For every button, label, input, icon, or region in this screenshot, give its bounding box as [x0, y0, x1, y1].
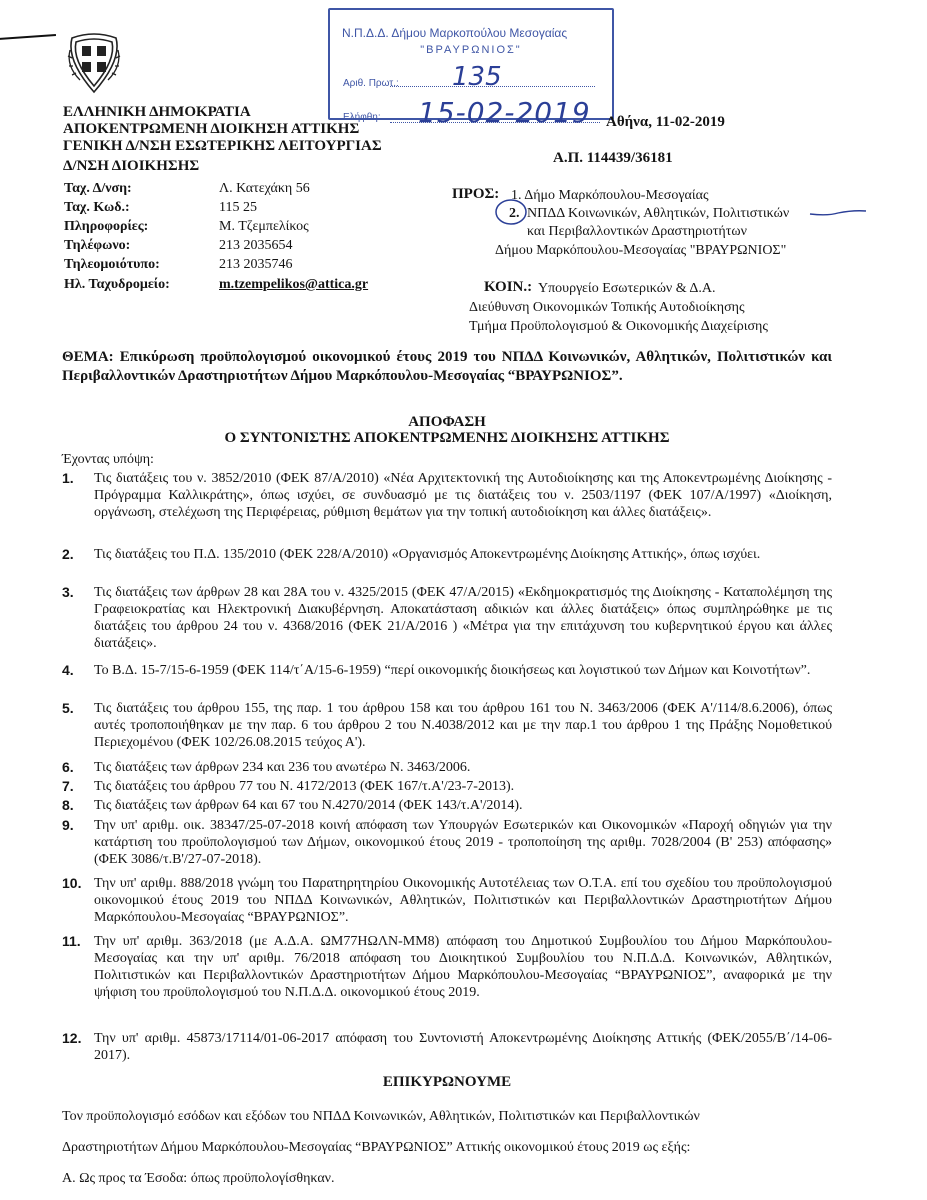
item-text: Τις διατάξεις του άρθρου 155, της παρ. 1 του άρθρου 158 και του άρθρου 161 του Ν. 3463/2006 (ΦΕΚ Α'/114/8.6.2006), όπως αυτές τροποποιήθηκαν με την παρ. 6 του άρθρου 2 του Ν.4038/2012 και με την παρ.1 του άρθρου 1 της Πράξης Νομοθετικού Περιεχομένου (ΦΕΚ 102/26.08.2015 τεύχος Α').	[94, 701, 832, 750]
ratify-line: Δραστηριοτήτων Δήμου Μαρκόπουλου-Μεσογαίας “ΒΡΑΥΡΩΝΙΟΣ” Αττικής οικονομικού έτους 2019 ως εξής:	[62, 1140, 691, 1155]
item-number: 9.	[62, 817, 74, 833]
item-text: Την υπ' αριθμ. 888/2018 γνώμη του Παρατηρητηρίου Οικονομικής Αυτοτέλειας των Ο.Τ.Α. επί του σχεδίου του προϋπολογισμού οικονομικού έτους 2019 του ΝΠΔΔ Κοινωνικών, Αθλητικών, Πολιτιστικών και Περιβαλλοντικών Δραστηριοτήτων Δήμου Μαρκόπουλου-Μεσογαίας “ΒΡΑΥΡΩΝΙΟΣ”.	[94, 876, 832, 925]
item-text: Τις διατάξεις των άρθρων 28 και 28Α του ν. 4325/2015 (ΦΕΚ 47/Α/2015) «Εκδημοκρατισμός της Διοίκησης - Καταπολέμηση της Γραφειοκρατίας και Ηλεκτρονική Διακυβέρνηση. Αποκατάσταση αδικιών και άλλες διατάξεις» όπως συμπληρώθηκε με τις διατάξεις του άρθρου 24 του ν. 4368/2016 (ΦΕΚ 21/Α/2016 ) «Μέτρα για την επιτάχυνση του κυβερνητικού έργου και άλλες διατάξεις».	[94, 585, 832, 651]
item-number: 6.	[62, 759, 74, 775]
stamp-org-name: "ΒΡΑΥΡΩΝΙΟΣ"	[420, 44, 522, 56]
item-number: 5.	[62, 700, 74, 716]
item-number: 4.	[62, 662, 74, 678]
contact-label: Ηλ. Ταχυδρομείο:	[64, 277, 170, 292]
koin-line: Υπουργείο Εσωτερικών & Δ.Α.	[538, 281, 716, 296]
contact-value: 213 2035746	[219, 257, 293, 272]
considering-intro: Έχοντας υπόψη:	[62, 452, 154, 467]
item-number: 3.	[62, 584, 74, 600]
to-label: ΠΡΟΣ:	[452, 186, 500, 202]
stamp-org-line: Ν.Π.Δ.Δ. Δήμου Μαρκοπούλου Μεσογαίας	[342, 26, 568, 40]
item-text: Τις διατάξεις του ν. 3852/2010 (ΦΕΚ 87/Α/2010) «Νέα Αρχιτεκτονική της Αυτοδιοίκησης και της Αποκεντρωμένης Διοίκησης - Πρόγραμμα Καλλικράτης», όπως ισχύει, σε συνδυασμό με τις διατάξεις του ν. 2503/1197 (ΦΕΚ 107/Α/1997) «Διοίκηση, οργάνωση, στελέχωση της Περιφέρειας, ρύθμιση θεμάτων για την τοπική αυτοδιοίκηση και άλλες διατάξεις».	[94, 471, 832, 520]
stamp-date-label: Ελήφθη:	[343, 112, 381, 123]
stamp-prot-label: Αριθ. Πρωτ.:	[343, 78, 399, 89]
item-number: 12.	[62, 1030, 82, 1046]
item-text: Το Β.Δ. 15-7/15-6-1959 (ΦΕΚ 114/τ΄Α/15-6-1959) “περί οικονομικής διοικήσεως και λογιστικού των Δήμων και Κοινοτήτων”.	[94, 663, 811, 678]
item-text: Την υπ' αριθμ. 45873/17114/01-06-2017 απόφαση του Συντονιστή Αποκεντρωμένης Διοίκησης Αττικής (ΦΕΚ/2055/Β΄/14-06-2017).	[94, 1031, 832, 1063]
handwritten-protocol-number: 135	[452, 62, 502, 92]
item-number: 8.	[62, 797, 74, 813]
item-text: Την υπ' αριθμ. 363/2018 (με Α.Δ.Α. ΩΜ77ΗΩΛΝ-ΜΜ8) απόφαση του Δημοτικού Συμβουλίου του Δήμου Μαρκόπουλου-Μεσογαίας και την υπ' αριθμ. 76/2018 απόφαση του Διοικητικού Συμβουλίου του Ν.Π.Δ.Δ. Κοινωνικών, Αθλητικών, Πολιτιστικών και Περιβαλλοντικών Δραστηριοτήτων Δήμου Μαρκόπουλου-Μεσογαίας “ΒΡΑΥΡΩΝΙΟΣ”, αναφορικά με την ψήφιση του προϋπολογισμού του Ν.Π.Δ.Δ. οικονομικού έτους 2019.	[94, 934, 832, 1000]
contact-label: Ταχ. Κωδ.:	[64, 200, 130, 215]
contact-value: Λ. Κατεχάκη 56	[219, 181, 310, 196]
decision-subtitle: Ο ΣΥΝΤΟΝΙΣΤΗΣ ΑΠΟΚΕΝΤΡΩΜΕΝΗΣ ΔΙΟΙΚΗΣΗΣ ΑΤΤΙΚΗΣ	[224, 430, 670, 446]
subject	[62, 348, 832, 386]
item-text: Τις διατάξεις των άρθρων 234 και 236 του ανωτέρω Ν. 3463/2006.	[94, 760, 471, 775]
recipient-2-line: και Περιβαλλοντικών Δραστηριοτήτων	[527, 224, 747, 239]
ratify-line: Α. Ως προς τα Έσοδα: όπως προϋπολογίσθηκαν.	[62, 1171, 335, 1186]
reference-number: Α.Π. 114439/36181	[553, 150, 673, 166]
koin-line: Τμήμα Προϋπολογισμού & Οικονομικής Διαχείρισης	[469, 319, 768, 334]
item-text: Τις διατάξεις του Π.Δ. 135/2010 (ΦΕΚ 228/Α/2010) «Οργανισμός Αποκεντρωμένης Διοίκησης Αττικής», όπως ισχύει.	[94, 547, 761, 562]
item-text: Τις διατάξεις των άρθρων 64 και 67 του Ν.4270/2014 (ΦΕΚ 143/τ.Α'/2014).	[94, 798, 523, 813]
org-line: ΓΕΝΙΚΗ Δ/ΝΣΗ ΕΣΩΤΕΡΙΚΗΣ ΛΕΙΤΟΥΡΓΙΑΣ	[63, 138, 382, 154]
contact-value: 115 25	[219, 200, 257, 215]
handwritten-underline-mark	[808, 206, 868, 218]
contact-label: Τηλέφωνο:	[64, 238, 131, 253]
place-date: Αθήνα, 11-02-2019	[606, 114, 725, 130]
email-link[interactable]: m.tzempelikos@attica.gr	[219, 277, 369, 292]
org-line: ΕΛΛΗΝΙΚΗ ΔΗΜΟΚΡΑΤΙΑ	[63, 104, 251, 120]
greek-emblem-icon	[62, 30, 126, 96]
koin-label: ΚΟΙΝ.:	[484, 279, 533, 295]
item-text: Τις διατάξεις του άρθρου 77 του Ν. 4172/2013 (ΦΕΚ 167/τ.Α'/23-7-2013).	[94, 779, 515, 794]
subject-text: Επικύρωση προϋπολογισμού οικονομικού έτους 2019 του ΝΠΔΔ Κοινωνικών, Αθλητικών, Πολιτιστικών και Περιβαλλοντικών Δραστηριοτήτων Δήμου Μαρκόπουλου-Μεσογαίας “ΒΡΑΥΡΩΝΙΟΣ”.	[62, 349, 832, 384]
recipient-2-number: 2.	[509, 206, 520, 221]
contact-value: 213 2035654	[219, 238, 293, 253]
scratch-mark	[0, 34, 56, 40]
item-number: 11.	[62, 933, 81, 949]
item-number: 7.	[62, 778, 74, 794]
recipient-2-line: ΝΠΔΔ Κοινωνικών, Αθλητικών, Πολιτιστικών	[527, 206, 790, 221]
subject-label: ΘΕΜΑ:	[62, 349, 114, 365]
handwritten-received-date: 15-02-2019	[418, 96, 591, 129]
recipient-2-line: Δήμου Μαρκόπουλου-Μεσογαίας "ΒΡΑΥΡΩΝΙΟΣ"	[495, 243, 787, 258]
contact-label: Πληροφορίες:	[64, 219, 149, 234]
item-number: 1.	[62, 470, 74, 486]
contact-label: Τηλεομοιότυπο:	[64, 257, 160, 272]
ratify-line: Τον προϋπολογισμό εσόδων και εξόδων του ΝΠΔΔ Κοινωνικών, Αθλητικών, Πολιτιστικών και Περιβαλλοντικών	[62, 1109, 700, 1124]
item-number: 10.	[62, 875, 82, 891]
item-number: 2.	[62, 546, 74, 562]
org-line: ΑΠΟΚΕΝΤΡΩΜΕΝΗ ΔΙΟΙΚΗΣΗ ΑΤΤΙΚΗΣ	[63, 121, 360, 137]
decision-title: ΑΠΟΦΑΣΗ	[408, 414, 486, 430]
contact-label: Ταχ. Δ/νση:	[64, 181, 132, 196]
recipient-1: 1. Δήμο Μαρκόπουλου-Μεσογαίας	[511, 188, 709, 203]
koin-line: Διεύθυνση Οικονομικών Τοπικής Αυτοδιοίκησης	[469, 300, 745, 315]
ratify-heading: ΕΠΙΚΥΡΩΝΟΥΜΕ	[382, 1074, 512, 1090]
org-line: Δ/ΝΣΗ ΔΙΟΙΚΗΣΗΣ	[63, 158, 200, 174]
item-text: Την υπ' αριθμ. οικ. 38347/25-07-2018 κοινή απόφαση των Υπουργών Εσωτερικών και Οικονομικών «Παροχή οδηγιών για την κατάρτιση του προϋπολογισμού των Δήμων, οικονομικού έτους 2019 - τροποποίηση της αριθμ. 7028/2004 (Β' 253) απόφασης» (ΦΕΚ 3086/τ.Β'/27-07-2018).	[94, 818, 832, 867]
contact-value: Μ. Τζεμπελίκος	[219, 219, 309, 234]
